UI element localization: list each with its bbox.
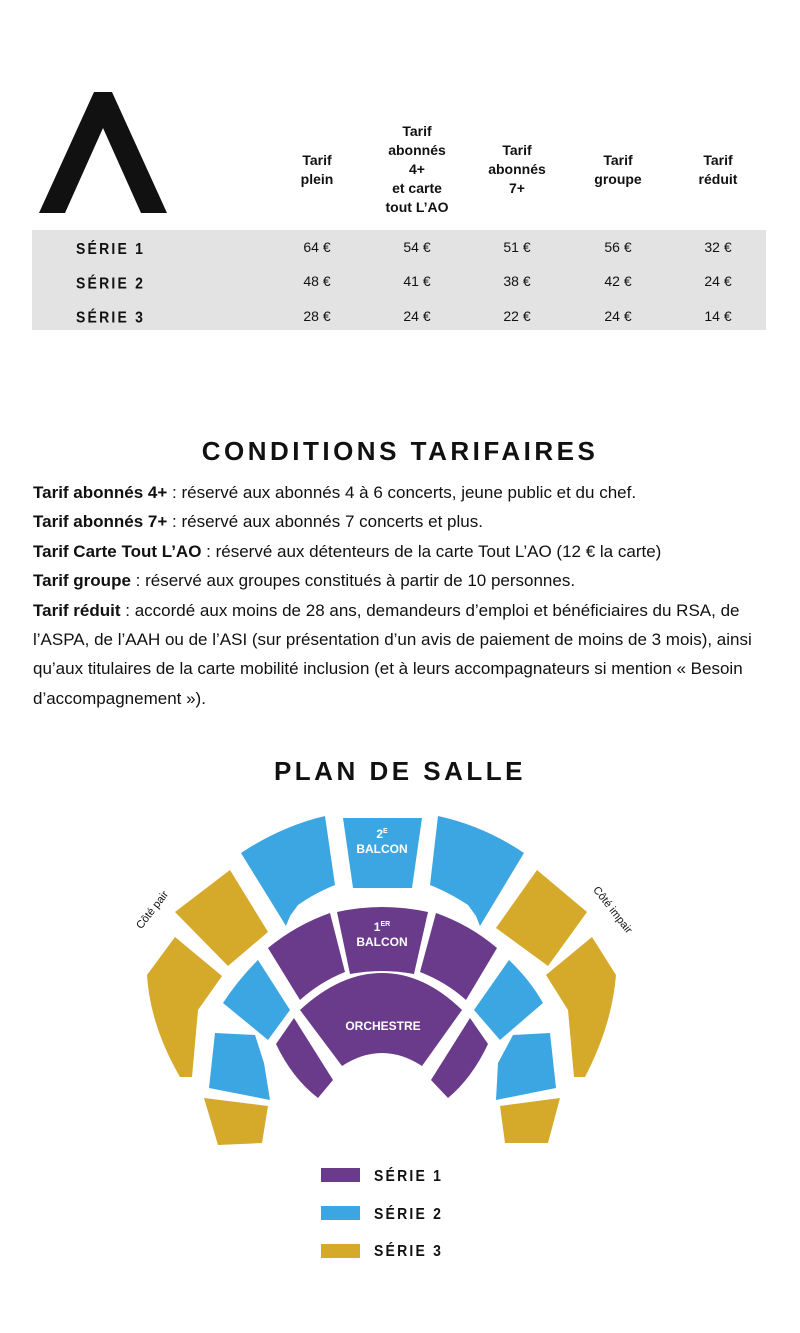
header-line: 7+ [509, 180, 525, 196]
seating-plan [120, 805, 660, 1175]
condition-term: Tarif abonnés 4+ [33, 483, 168, 502]
conditions-list [33, 478, 773, 713]
header-tarif-abonnes-7 [477, 141, 557, 198]
header-tarif-reduit [678, 151, 758, 189]
price-cell: 28 € [303, 308, 331, 324]
price-cell: 32 € [704, 239, 732, 255]
first-balcon-number: 1ER [373, 920, 391, 934]
legend-swatch-serie-1 [321, 1168, 360, 1182]
serie3-right-front-block[interactable] [500, 1098, 560, 1143]
condition-text: : réservé aux abonnés 7 concerts et plus. [167, 512, 483, 532]
price-cell: 24 € [704, 273, 732, 289]
side-right-label: Côté impair [590, 884, 635, 937]
condition-text: : réservé aux groupes constitués à partir de 10 personnes. [130, 571, 576, 591]
serie3-right-upper-block[interactable] [496, 870, 587, 966]
price-cell: 38 € [503, 273, 531, 289]
header-line: Tarif [603, 152, 633, 168]
row-label-serie-3: SÉRIE 3 [76, 307, 146, 327]
legend-swatch-serie-2 [321, 1206, 360, 1220]
condition-item [33, 596, 773, 714]
legend-label-serie-1: SÉRIE 1 [374, 1165, 444, 1185]
header-line: Tarif [302, 152, 332, 168]
serie3-right-lower-block[interactable] [546, 937, 616, 1077]
header-line: et carte [392, 180, 442, 196]
price-cell: 48 € [303, 273, 331, 289]
serie2-right-front-block[interactable] [496, 1033, 556, 1100]
price-cell: 24 € [403, 308, 431, 324]
condition-term: Tarif abonnés 7+ [33, 512, 168, 532]
condition-item [33, 478, 773, 507]
price-cell: 14 € [704, 308, 732, 324]
header-line: abonnés [388, 142, 446, 158]
price-cell: 22 € [503, 308, 531, 324]
header-line: 4+ [409, 161, 425, 177]
row-label-serie-1: SÉRIE 1 [76, 238, 146, 258]
header-line: Tarif [502, 142, 532, 158]
row-label-serie-2: SÉRIE 2 [76, 273, 146, 293]
serie3-left-front-block[interactable] [204, 1098, 268, 1145]
serie2-second-balcon-left-block[interactable] [241, 816, 335, 926]
header-line: Tarif [703, 152, 733, 168]
condition-item [33, 507, 773, 536]
serie2-left-side-block[interactable] [223, 960, 290, 1040]
conditions-title: CONDITIONS TARIFAIRES [201, 436, 599, 466]
serie2-left-front-block[interactable] [209, 1033, 270, 1100]
header-tarif-groupe [578, 151, 658, 189]
price-cell: 24 € [604, 308, 632, 324]
condition-text: : accordé aux moins de 28 ans, demandeurs d’emploi et bénéficiaires du RSA, de l’ASPA, de l’AAH ou de l’ASI (sur présentation d’un avis de paiement de moins de 3 mois), ainsi qu’aux titulaires de la carte mobilité inclusion (et à leurs accompagnateurs si mention « Besoin d’accompagnement »). [33, 600, 752, 708]
header-line: Tarif [402, 123, 432, 139]
serie2-right-side-block[interactable] [474, 960, 543, 1040]
header-line: tout L’AO [385, 199, 449, 215]
legend-swatch-serie-3 [321, 1244, 360, 1258]
condition-term: Tarif groupe [33, 571, 131, 591]
serie3-left-lower-block[interactable] [147, 937, 222, 1077]
header-tarif-plein [277, 151, 357, 189]
condition-item [33, 537, 773, 566]
header-line: plein [300, 171, 334, 187]
price-cell: 54 € [403, 239, 431, 255]
header-line: groupe [594, 171, 642, 187]
first-balcon-label: BALCON [356, 935, 408, 949]
plan-title: PLAN DE SALLE [273, 756, 527, 786]
second-balcon-label: BALCON [356, 842, 408, 856]
condition-item [33, 566, 773, 595]
second-balcon-number: $2^E$ [376, 827, 388, 841]
legend-label-serie-2: SÉRIE 2 [374, 1203, 444, 1223]
price-cell: 56 € [604, 239, 632, 255]
header-tarif-abonnes-4 [367, 122, 467, 217]
condition-text: : réservé aux détenteurs de la carte Tout L’AO (12 € la carte) [201, 541, 662, 561]
legend-label-serie-3: SÉRIE 3 [374, 1240, 444, 1260]
price-cell: 41 € [403, 273, 431, 289]
side-left-label: Côté pair [134, 888, 172, 932]
category-letter-text: A [102, 150, 104, 151]
condition-term: Tarif Carte Tout L’AO [33, 541, 202, 561]
price-cell: 42 € [604, 273, 632, 289]
orchestre-label: ORCHESTRE [345, 1019, 421, 1033]
condition-text: : réservé aux abonnés 4 à 6 concerts, jeune public et du chef. [167, 483, 637, 502]
header-line: abonnés [488, 161, 546, 177]
price-cell: 51 € [503, 239, 531, 255]
condition-term: Tarif réduit [33, 600, 121, 620]
category-letter-logo [36, 90, 170, 216]
price-cell: 64 € [303, 239, 331, 255]
header-line: réduit [698, 171, 738, 187]
